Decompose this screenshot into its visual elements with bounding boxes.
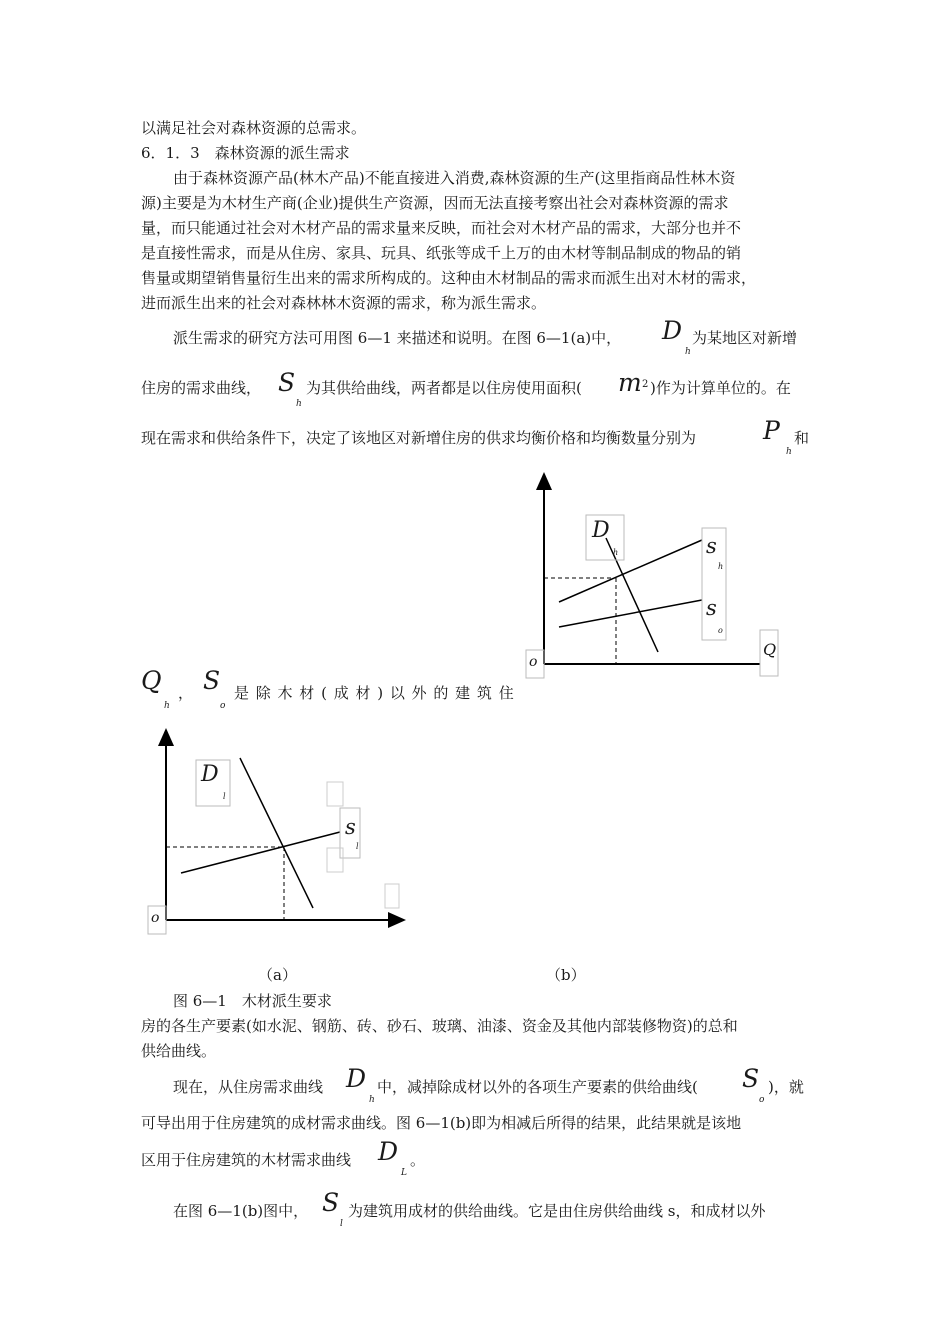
math-sub: L <box>401 1168 407 1178</box>
text-line: 量，而只能通过社会对木材产品的需求量来反映，而社会对木材产品的需求，大部分也并不 <box>141 219 742 237</box>
math-sub: h <box>786 447 792 457</box>
math-Q: Q <box>141 666 162 695</box>
caption-b: （b） <box>546 966 586 984</box>
math-S: S <box>322 1188 340 1217</box>
text-line: 售量或期望销售量衍生出来的需求所构成的。这种由木材制品的需求而派生出对木材的需求， <box>141 269 757 287</box>
text-line: 现在，从住房需求曲线 <box>173 1078 324 1096</box>
diagram-b-x-label: Q <box>763 640 777 659</box>
text-line: 在图 6—1(b)图中， <box>173 1202 309 1220</box>
math-sub: h <box>685 347 691 357</box>
diagram-b-D-label: D <box>592 518 610 543</box>
diagram-b-D-sub: h <box>613 548 619 557</box>
diagram-b-sh-sub: h <box>718 562 724 571</box>
text-line: 区用于住房建筑的木材需求曲线 <box>141 1151 352 1169</box>
diagram-b-sh-label: s <box>706 534 717 558</box>
text-line: 是 除 木 材 ( 成 材 ) 以 外 的 建 筑 住 <box>234 684 515 702</box>
math-S: S <box>742 1064 760 1093</box>
text-line: ， <box>178 684 194 702</box>
math-D: D <box>662 316 683 345</box>
text-line: )，就 <box>768 1078 804 1096</box>
text-line: 为建筑用成材的供给曲线。它是由住房供给曲线 s，和成材以外 <box>348 1202 766 1220</box>
math-sub: h <box>369 1095 375 1105</box>
demand-curve-dl <box>240 758 313 908</box>
math-D: D <box>378 1137 399 1166</box>
text-line: 。 <box>410 1151 426 1169</box>
text-line: 是直接性需求，而是从住房、家具、玩具、纸张等成千上万的由木材等制品制成的物品的销 <box>141 244 742 262</box>
text-line: 和 <box>794 429 810 447</box>
supply-curve-sl <box>181 832 340 873</box>
diagram-a-D-label: D <box>201 762 219 787</box>
text-line: 可导出用于住房建筑的成材需求曲线。图 6—1(b)即为相减后所得的结果，此结果就是该地 <box>141 1114 742 1132</box>
math-sup: 2 <box>642 379 649 390</box>
diagram-b-origin: o <box>529 654 538 670</box>
diagram-b <box>526 480 778 678</box>
text-line: 为其供给曲线，两者都是以住房使用面积( <box>306 379 582 397</box>
text-line: 以满足社会对森林资源的总需求。 <box>141 119 367 137</box>
text-line: )作为计算单位的。在 <box>650 379 791 397</box>
text-line: 房的各生产要素(如水泥、钢筋、砖、砂石、玻璃、油漆、资金及其他内部装修物资)的总和 <box>141 1017 738 1035</box>
diagram-b-so-sub: o <box>718 626 723 635</box>
math-D: D <box>346 1064 367 1093</box>
text-line: 由于森林资源产品(林木产品)不能直接进入消费,森林资源的生产(这里指商品性林木资 <box>173 169 736 187</box>
math-sub: h <box>296 399 302 409</box>
text-line: 为某地区对新增 <box>692 329 798 347</box>
diagram-b-so-label: s <box>706 596 717 620</box>
section-heading: 6．1．3 森林资源的派生需求 <box>141 144 350 162</box>
text-line: 中，减掉除成材以外的各项生产要素的供给曲线( <box>377 1078 698 1096</box>
math-sub: h <box>164 701 170 711</box>
math-sub: o <box>759 1095 765 1105</box>
diagram-a-D-sub: l <box>223 792 226 801</box>
diagram-a-origin: o <box>151 910 160 926</box>
diagram-a-sl-sub: l <box>356 842 359 851</box>
math-S: S <box>203 666 221 695</box>
diagram-a-sl-label: s <box>345 815 356 839</box>
caption-a: （a） <box>258 966 297 984</box>
math-sub: o <box>220 701 226 711</box>
diagram-a <box>148 736 399 934</box>
supply-curve-so <box>559 600 702 627</box>
figure-title: 图 6—1 木材派生要求 <box>173 992 332 1010</box>
text-line: 源)主要是为木材生产商(企业)提供生产资源，因而无法直接考察出社会对森林资源的需求 <box>141 194 729 212</box>
math-sub: l <box>340 1219 343 1229</box>
math-m: m <box>618 368 642 397</box>
text-line: 现在需求和供给条件下，决定了该地区对新增住房的供求均衡价格和均衡数量分别为 <box>141 429 697 447</box>
text-line: 派生需求的研究方法可用图 6—1 来描述和说明。在图 6—1(a)中， <box>173 329 622 347</box>
text-line: 住房的需求曲线， <box>141 379 262 397</box>
math-S: S <box>278 368 296 397</box>
text-line: 进而派生出来的社会对森林林木资源的需求，称为派生需求。 <box>141 294 547 312</box>
text-line: 供给曲线。 <box>141 1042 217 1060</box>
math-P: P <box>763 416 780 445</box>
